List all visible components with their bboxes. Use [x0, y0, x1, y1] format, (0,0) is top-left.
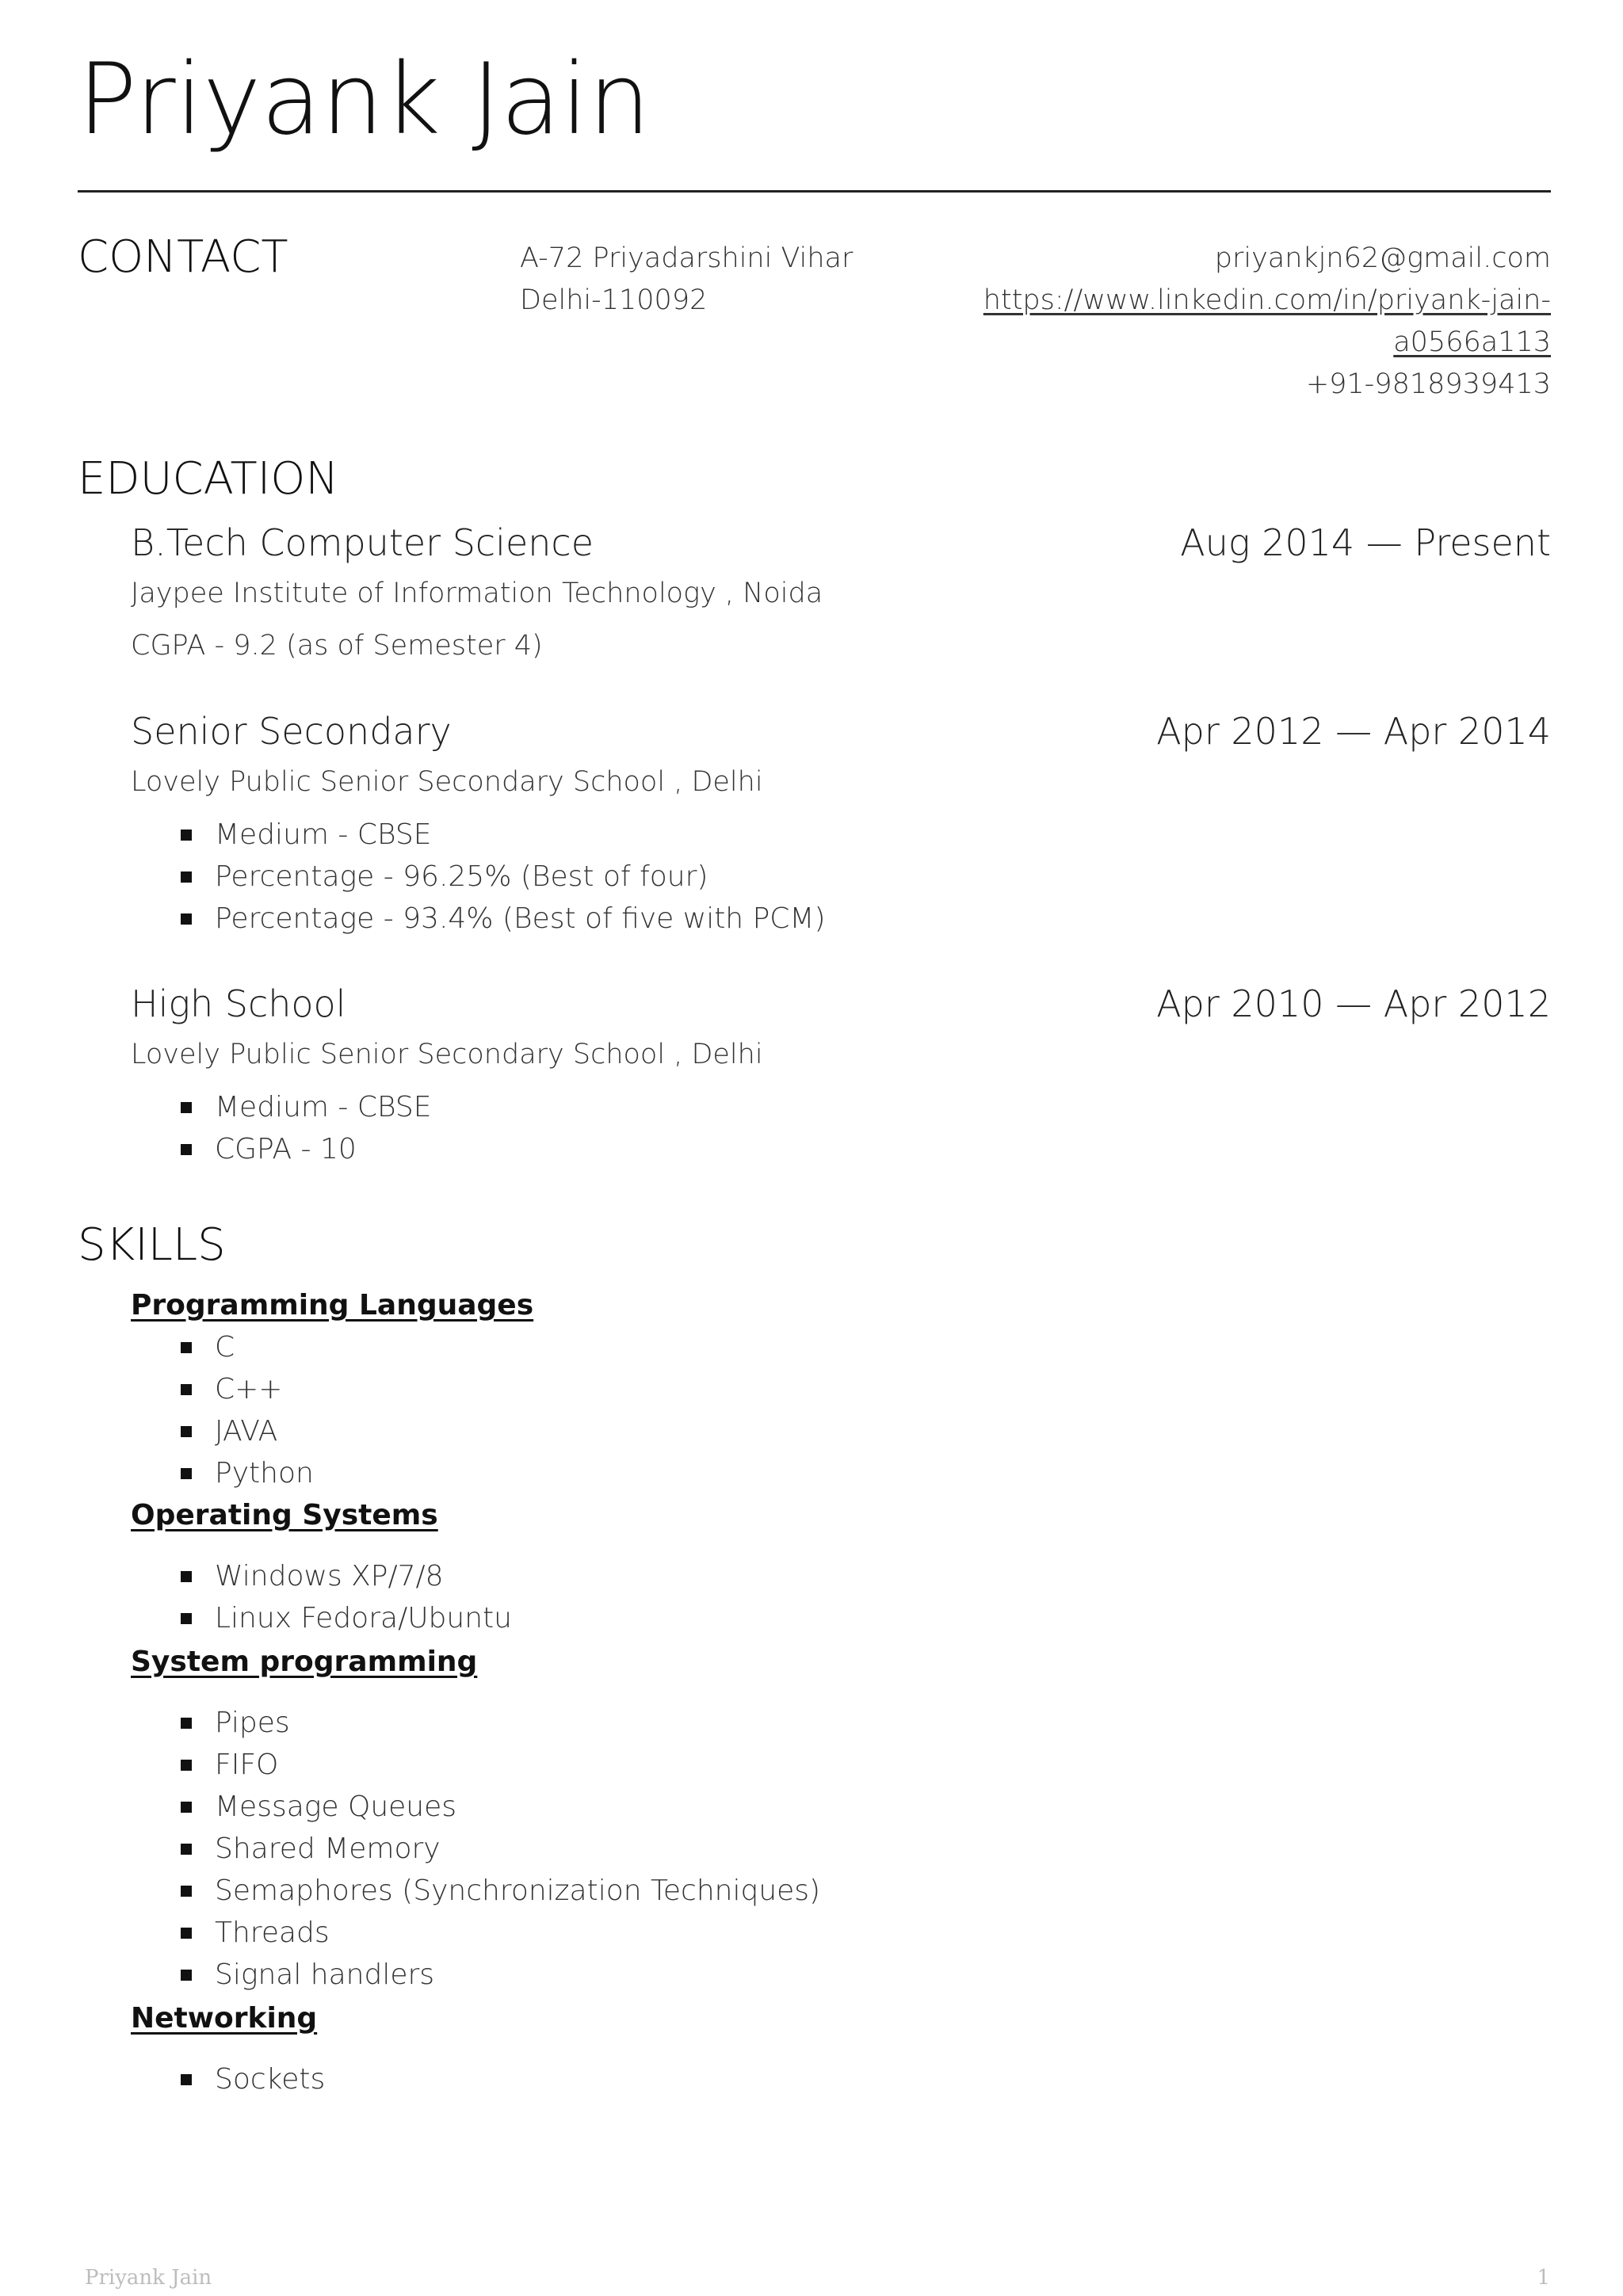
list-item: Pipes	[215, 1702, 820, 1744]
education-heading: EDUCATION	[78, 453, 339, 505]
square-bullet-icon	[181, 1613, 192, 1624]
address-line-2: Delhi-110092	[520, 284, 708, 316]
square-bullet-icon	[181, 1886, 192, 1897]
phone-number: +91-9818939413	[1305, 368, 1551, 400]
skill-category-networking: Networking	[131, 2002, 318, 2035]
grade-note: CGPA - 9.2 (as of Semester 4)	[131, 630, 543, 662]
square-bullet-icon	[181, 1970, 192, 1981]
square-bullet-icon	[181, 1384, 192, 1395]
footer-name: Priyank Jain	[85, 2266, 212, 2290]
list-item: FIFO	[215, 1744, 820, 1786]
list-item: Threads	[215, 1912, 820, 1954]
address-line-1: A-72 Priyadarshini Vihar	[520, 242, 854, 274]
square-bullet-icon	[181, 1802, 192, 1813]
degree-title: B.Tech Computer Science	[131, 521, 594, 564]
list-item: CGPA - 10	[215, 1128, 432, 1170]
square-bullet-icon	[181, 1342, 192, 1353]
institution-name: Jaypee Institute of Information Technology , Noida	[131, 578, 823, 609]
list-item: C	[215, 1326, 314, 1368]
linkedin-link-line-2[interactable]: a0566a113	[1393, 326, 1551, 358]
degree-title: Senior Secondary	[131, 710, 452, 753]
square-bullet-icon	[181, 871, 192, 883]
list-item: Sockets	[215, 2058, 325, 2100]
degree-dates: Aug 2014 — Present	[1180, 521, 1551, 564]
education-bullet-list	[215, 1086, 432, 1170]
list-item: Semaphores (Synchronization Techniques)	[215, 1870, 820, 1912]
degree-dates: Apr 2010 — Apr 2012	[1156, 982, 1551, 1025]
skill-list	[215, 1702, 820, 1996]
skill-list	[215, 2058, 325, 2100]
square-bullet-icon	[181, 1144, 192, 1155]
linkedin-link-line-1[interactable]: https://www.linkedin.com/in/priyank-jain-	[983, 284, 1551, 316]
list-item: Linux Fedora/Ubuntu	[215, 1597, 512, 1639]
square-bullet-icon	[181, 913, 192, 925]
square-bullet-icon	[181, 1718, 192, 1729]
header-divider	[78, 190, 1551, 193]
list-item: Python	[215, 1452, 314, 1494]
list-item: Percentage - 93.4% (Best of five with PCM)	[215, 898, 826, 940]
square-bullet-icon	[181, 1426, 192, 1437]
list-item: Shared Memory	[215, 1828, 820, 1870]
square-bullet-icon	[181, 1571, 192, 1582]
skills-heading: SKILLS	[78, 1219, 226, 1271]
list-item: Medium - CBSE	[215, 1086, 432, 1128]
list-item: Medium - CBSE	[215, 814, 826, 856]
institution-name: Lovely Public Senior Secondary School , Delhi	[131, 766, 763, 798]
square-bullet-icon	[181, 830, 192, 841]
skill-category-programming-languages: Programming Languages	[131, 1289, 534, 1322]
skill-category-operating-systems: Operating Systems	[131, 1499, 438, 1531]
candidate-name: Priyank Jain	[78, 43, 651, 157]
skill-list	[215, 1326, 314, 1494]
degree-title: High School	[131, 982, 346, 1025]
contact-address	[520, 238, 853, 322]
skill-category-system-programming: System programming	[131, 1646, 478, 1678]
page-number: 1	[1537, 2266, 1550, 2290]
education-bullet-list	[215, 814, 826, 940]
list-item: JAVA	[215, 1410, 314, 1452]
list-item: Windows XP/7/8	[215, 1555, 512, 1597]
list-item: Signal handlers	[215, 1954, 820, 1996]
square-bullet-icon	[181, 1928, 192, 1939]
contact-details	[983, 238, 1551, 406]
square-bullet-icon	[181, 1760, 192, 1771]
institution-name: Lovely Public Senior Secondary School , Delhi	[131, 1039, 763, 1070]
email-link[interactable]: priyankjn62@gmail.com	[1214, 242, 1551, 274]
list-item: Message Queues	[215, 1786, 820, 1828]
contact-heading: CONTACT	[78, 231, 288, 283]
square-bullet-icon	[181, 1102, 192, 1113]
list-item: Percentage - 96.25% (Best of four)	[215, 856, 826, 898]
square-bullet-icon	[181, 2074, 192, 2085]
square-bullet-icon	[181, 1468, 192, 1479]
list-item: C++	[215, 1368, 314, 1410]
degree-dates: Apr 2012 — Apr 2014	[1156, 710, 1551, 753]
skill-list	[215, 1555, 512, 1639]
square-bullet-icon	[181, 1844, 192, 1855]
